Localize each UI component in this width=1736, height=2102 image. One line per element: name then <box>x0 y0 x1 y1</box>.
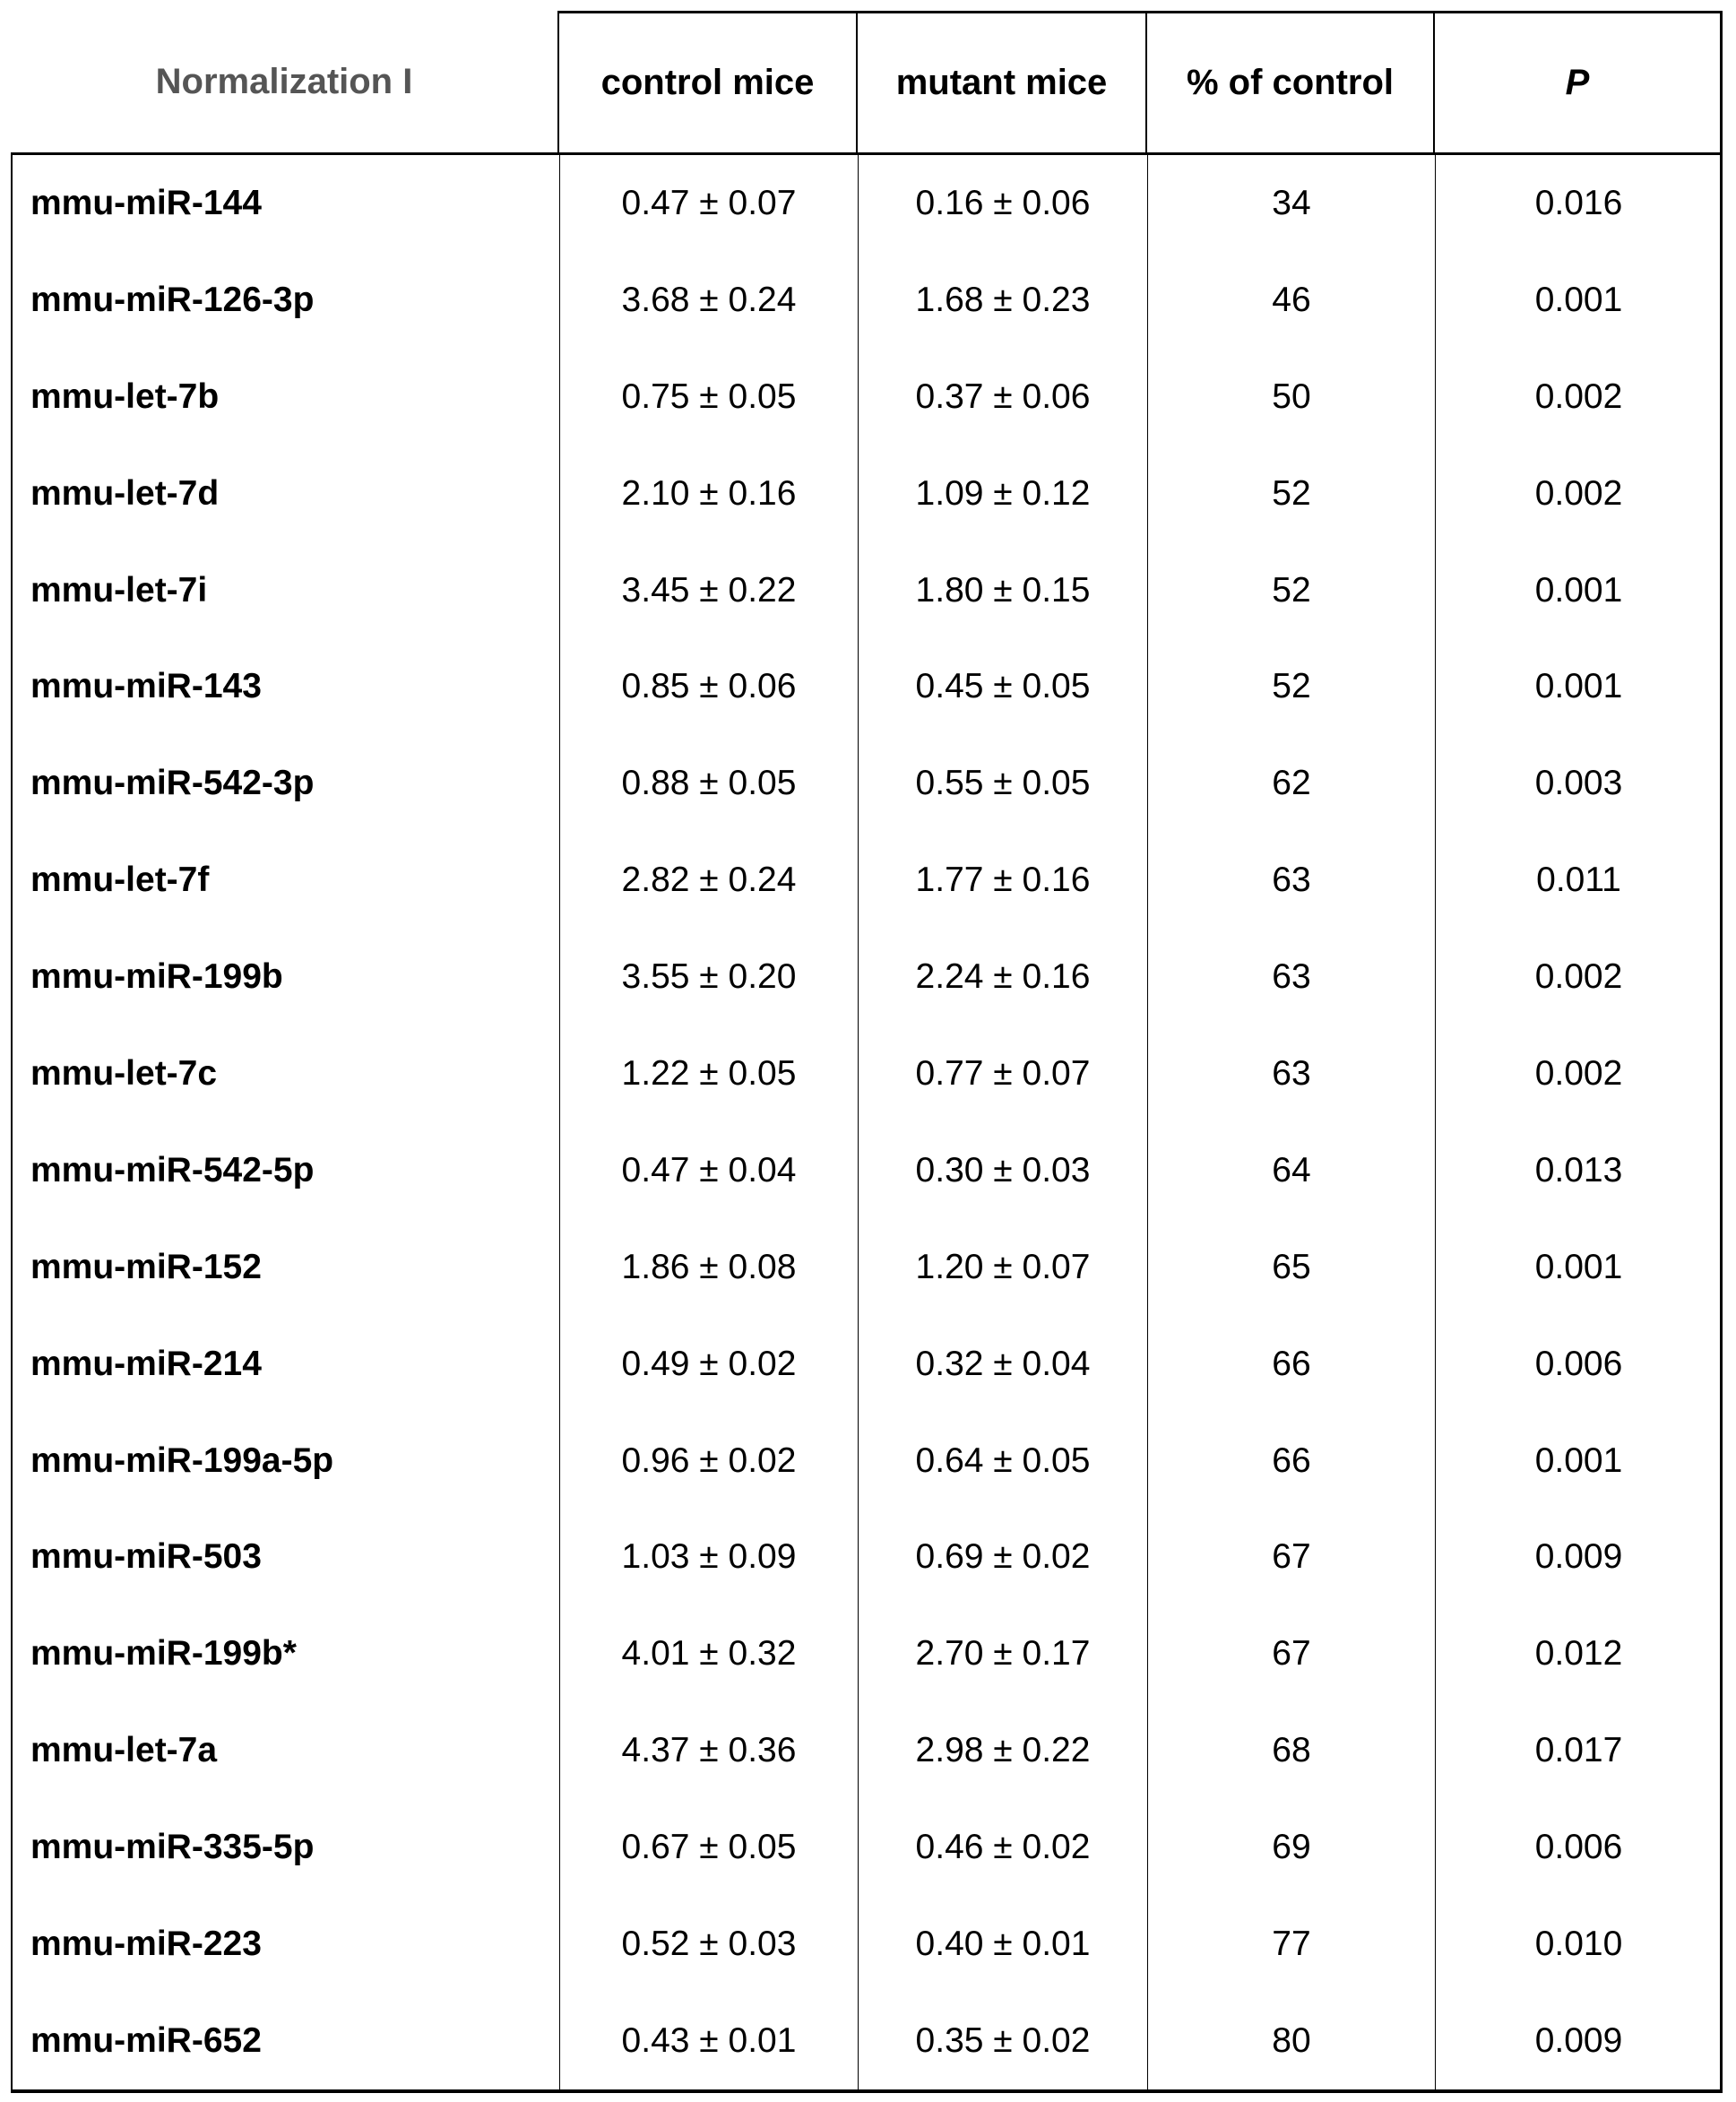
p-value: 0.012 <box>1435 1605 1722 1702</box>
mutant-value: 0.46 ± 0.02 <box>858 1799 1147 1896</box>
percent-of-control-value: 52 <box>1147 445 1435 542</box>
mirna-name: mmu-let-7d <box>30 473 220 513</box>
percent-of-control-value: 63 <box>1147 929 1435 1025</box>
table-row <box>13 1605 1720 1702</box>
mirna-name: mmu-let-7b <box>30 376 220 416</box>
mirna-name: mmu-miR-335-5p <box>30 1828 315 1867</box>
mutant-value: 1.20 ± 0.07 <box>858 1219 1147 1316</box>
p-value: 0.009 <box>1435 1993 1722 2089</box>
control-value: 0.47 ± 0.07 <box>559 155 858 252</box>
mutant-value: 1.77 ± 0.16 <box>858 832 1147 929</box>
percent-of-control-value: 34 <box>1147 155 1435 252</box>
header-percent-of-control: % of control <box>1145 11 1433 152</box>
p-value: 0.011 <box>1435 832 1722 929</box>
percent-of-control-value: 50 <box>1147 349 1435 445</box>
mirna-name: mmu-miR-214 <box>30 1344 262 1383</box>
p-value: 0.002 <box>1435 929 1722 1025</box>
control-value: 0.88 ± 0.05 <box>559 735 858 832</box>
control-value: 1.22 ± 0.05 <box>559 1025 858 1122</box>
mirna-name: mmu-miR-143 <box>30 667 262 706</box>
header-control-mice: control mice <box>557 11 856 152</box>
mutant-value: 0.30 ± 0.03 <box>858 1122 1147 1219</box>
mutant-value: 0.55 ± 0.05 <box>858 735 1147 832</box>
mutant-value: 0.69 ± 0.02 <box>858 1509 1147 1605</box>
table-row <box>13 638 1720 735</box>
mutant-value: 0.35 ± 0.02 <box>858 1993 1147 2089</box>
mirna-name: mmu-miR-199b* <box>30 1634 297 1674</box>
mutant-value: 0.45 ± 0.05 <box>858 638 1147 735</box>
p-value: 0.003 <box>1435 735 1722 832</box>
control-value: 0.43 ± 0.01 <box>559 1993 858 2089</box>
percent-of-control-value: 64 <box>1147 1122 1435 1219</box>
mutant-value: 0.40 ± 0.01 <box>858 1896 1147 1993</box>
control-value: 3.68 ± 0.24 <box>559 252 858 349</box>
table-row <box>13 1799 1720 1896</box>
control-value: 2.10 ± 0.16 <box>559 445 858 542</box>
percent-of-control-value: 66 <box>1147 1413 1435 1509</box>
percent-of-control-value: 67 <box>1147 1605 1435 1702</box>
table-row <box>13 832 1720 929</box>
percent-of-control-value: 67 <box>1147 1509 1435 1605</box>
percent-of-control-value: 46 <box>1147 252 1435 349</box>
mirna-name: mmu-miR-126-3p <box>30 280 315 319</box>
percent-of-control-value: 66 <box>1147 1316 1435 1413</box>
p-value: 0.016 <box>1435 155 1722 252</box>
control-value: 0.96 ± 0.02 <box>559 1413 858 1509</box>
control-value: 0.75 ± 0.05 <box>559 349 858 445</box>
mirna-name: mmu-let-7c <box>30 1053 218 1093</box>
p-value: 0.010 <box>1435 1896 1722 1993</box>
p-value: 0.013 <box>1435 1122 1722 1219</box>
table-row <box>13 1316 1720 1413</box>
table-row <box>13 542 1720 639</box>
table-row <box>13 1896 1720 1993</box>
p-value: 0.001 <box>1435 638 1722 735</box>
control-value: 2.82 ± 0.24 <box>559 832 858 929</box>
control-value: 3.45 ± 0.22 <box>559 542 858 639</box>
mutant-value: 0.77 ± 0.07 <box>858 1025 1147 1122</box>
table-row <box>13 349 1720 445</box>
control-value: 0.49 ± 0.02 <box>559 1316 858 1413</box>
header-p-value: P <box>1433 11 1723 152</box>
p-value: 0.002 <box>1435 1025 1722 1122</box>
mutant-value: 1.68 ± 0.23 <box>858 252 1147 349</box>
table-row <box>13 1413 1720 1509</box>
percent-of-control-value: 77 <box>1147 1896 1435 1993</box>
table-body <box>11 155 1723 2093</box>
mirna-name: mmu-miR-223 <box>30 1924 262 1963</box>
table-row <box>13 1122 1720 1219</box>
table-header <box>11 11 1723 154</box>
control-value: 0.67 ± 0.05 <box>559 1799 858 1896</box>
mutant-value: 1.09 ± 0.12 <box>858 445 1147 542</box>
percent-of-control-value: 65 <box>1147 1219 1435 1316</box>
control-value: 3.55 ± 0.20 <box>559 929 858 1025</box>
mirna-name: mmu-miR-652 <box>30 2020 262 2060</box>
table-row <box>13 735 1720 832</box>
table-row <box>13 1219 1720 1316</box>
mirna-name: mmu-miR-152 <box>30 1247 262 1286</box>
mirna-name: mmu-miR-199a-5p <box>30 1440 334 1480</box>
mutant-value: 0.64 ± 0.05 <box>858 1413 1147 1509</box>
p-value: 0.001 <box>1435 542 1722 639</box>
p-value: 0.002 <box>1435 349 1722 445</box>
control-value: 0.52 ± 0.03 <box>559 1896 858 1993</box>
percent-of-control-value: 62 <box>1147 735 1435 832</box>
table-row <box>13 445 1720 542</box>
p-value: 0.002 <box>1435 445 1722 542</box>
p-value: 0.006 <box>1435 1799 1722 1896</box>
control-value: 0.47 ± 0.04 <box>559 1122 858 1219</box>
mirna-name: mmu-let-7i <box>30 570 208 610</box>
table-row <box>13 1025 1720 1122</box>
mirna-name: mmu-miR-542-3p <box>30 764 315 803</box>
mutant-value: 2.98 ± 0.22 <box>858 1702 1147 1799</box>
table-row <box>13 252 1720 349</box>
p-value: 0.001 <box>1435 1413 1722 1509</box>
p-value: 0.001 <box>1435 1219 1722 1316</box>
percent-of-control-value: 80 <box>1147 1993 1435 2089</box>
mirna-name: mmu-let-7a <box>30 1731 218 1770</box>
header-mutant-mice: mutant mice <box>856 11 1145 152</box>
p-value: 0.001 <box>1435 252 1722 349</box>
control-value: 0.85 ± 0.06 <box>559 638 858 735</box>
table-row <box>13 1702 1720 1799</box>
percent-of-control-value: 69 <box>1147 1799 1435 1896</box>
percent-of-control-value: 52 <box>1147 638 1435 735</box>
control-value: 4.01 ± 0.32 <box>559 1605 858 1702</box>
table-row <box>13 155 1720 252</box>
table-row <box>13 1509 1720 1605</box>
mutant-value: 0.32 ± 0.04 <box>858 1316 1147 1413</box>
mutant-value: 0.37 ± 0.06 <box>858 349 1147 445</box>
mirna-expression-table <box>11 11 1723 2060</box>
mutant-value: 2.70 ± 0.17 <box>858 1605 1147 1702</box>
percent-of-control-value: 63 <box>1147 1025 1435 1122</box>
mirna-name: mmu-miR-144 <box>30 183 262 222</box>
percent-of-control-value: 63 <box>1147 832 1435 929</box>
mirna-name: mmu-miR-199b <box>30 957 283 997</box>
header-normalization: Normalization I <box>155 61 413 101</box>
table-row <box>13 929 1720 1025</box>
percent-of-control-value: 68 <box>1147 1702 1435 1799</box>
mutant-value: 0.16 ± 0.06 <box>858 155 1147 252</box>
p-value: 0.017 <box>1435 1702 1722 1799</box>
control-value: 4.37 ± 0.36 <box>559 1702 858 1799</box>
mirna-name: mmu-let-7f <box>30 861 210 900</box>
control-value: 1.03 ± 0.09 <box>559 1509 858 1605</box>
p-value: 0.006 <box>1435 1316 1722 1413</box>
mirna-name: mmu-miR-542-5p <box>30 1150 315 1189</box>
percent-of-control-value: 52 <box>1147 542 1435 639</box>
control-value: 1.86 ± 0.08 <box>559 1219 858 1316</box>
mutant-value: 2.24 ± 0.16 <box>858 929 1147 1025</box>
mutant-value: 1.80 ± 0.15 <box>858 542 1147 639</box>
mirna-name: mmu-miR-503 <box>30 1537 262 1577</box>
p-value: 0.009 <box>1435 1509 1722 1605</box>
table-row <box>13 1993 1720 2089</box>
